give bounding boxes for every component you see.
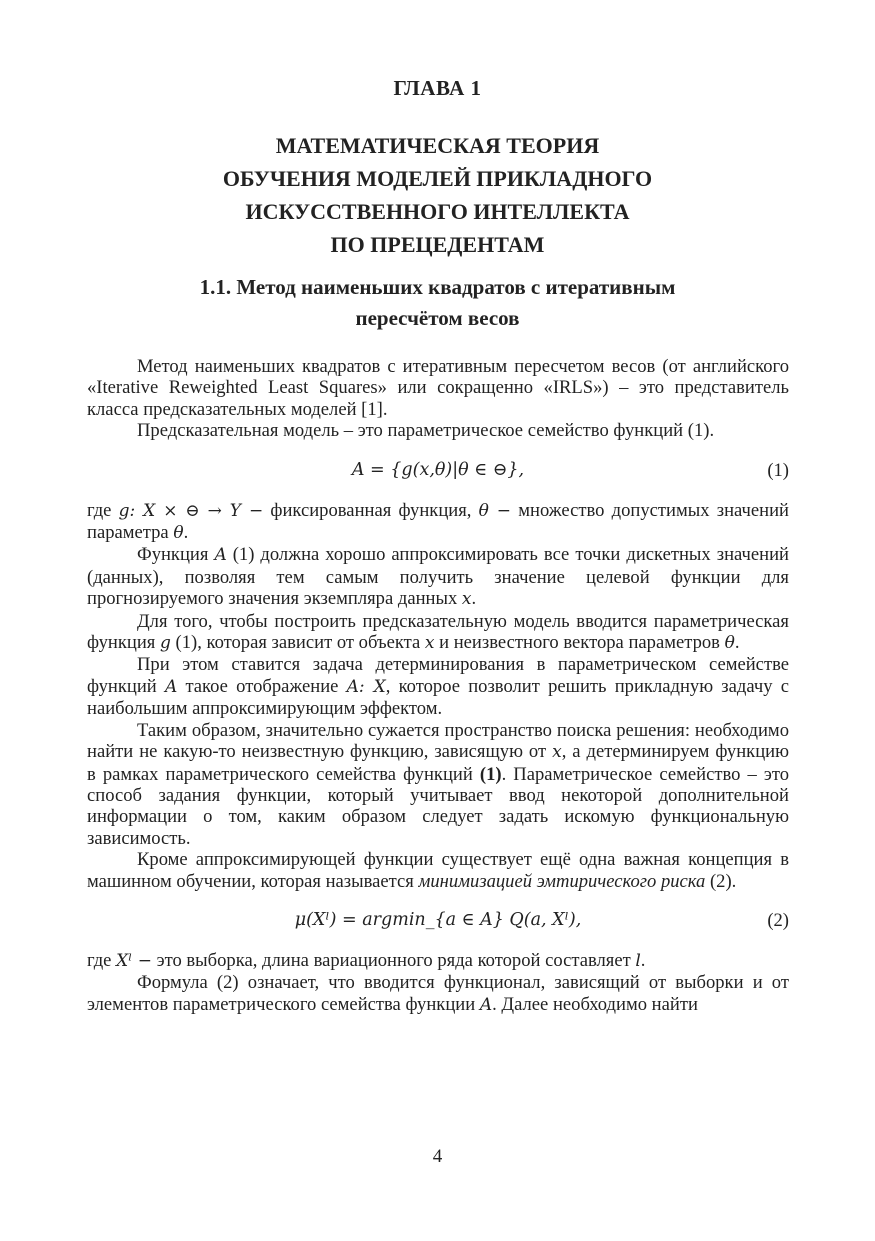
formula-1-expression: A = {g(x,θ)|θ ∈ ⊖}, (351, 459, 525, 480)
section-line: пересчётом весов (355, 306, 520, 330)
paragraph-9: где Xˡ − это выборка, длина вариационного ряда которой составляет l. (87, 949, 646, 971)
paragraph-2: Предсказательная модель – это параметрическое семейство функций (1). (137, 420, 715, 442)
title-line: МАТЕМАТИЧЕСКАЯ ТЕОРИЯ (275, 133, 600, 158)
formula-1-number: (1) (767, 459, 789, 481)
page-number: 4 (432, 1146, 443, 1167)
body-text (87, 356, 789, 1016)
paragraph-1: Метод наименьших квадратов с итеративным пересчетом весов (от английского «Iterative Reweighted Least Squares» или сокращенно «IRLS») – это представитель класса предсказательных моделей [1]. (87, 356, 789, 420)
chapter-title (0, 129, 875, 261)
paragraph-8: Кроме аппроксимирующей функции существует ещё одна важная концепция в машинном обучении, которая называется минимизацией эмтирического риска (2). (87, 849, 789, 892)
formula-2-expression: μ(Xˡ) = argmin_{a ∈ A} Q(a, Xˡ), (294, 909, 582, 930)
title-line: ПО ПРЕЦЕДЕНТАМ (330, 232, 545, 257)
paragraph-5: Для того, чтобы построить предсказательную модель вводится параметрическая функция g (1), которая зависит от объекта x и неизвестного вектора параметров θ. (87, 610, 789, 654)
paragraph-3: где g: X × ⊖ → Y − фиксированная функция, θ − множество допустимых значений параметра θ. (87, 499, 789, 544)
title-line: ИСКУССТВЕННОГО ИНТЕЛЛЕКТА (245, 199, 630, 224)
section-line: 1.1. Метод наименьших квадратов с итеративным (199, 275, 676, 299)
paragraph-7: Таким образом, значительно сужается пространство поиска решения: необходимо найти не какую-то неизвестную функцию, зависящую от x, а детерминируем функцию в рамках параметрического семейства функций (1). Параметрическое семейство – это способ задания функции, который учитывает ввод некоторой дополнительной информации о том, каким образом следует задать искомую функциональную зависимость. (87, 719, 790, 849)
paragraph-4: Функция A (1) должна хорошо аппроксимировать все точки дискетных значений (данных), позволяя тем самым получить значение целевой функции для прогнозируемого значения экземпляра данных x. (87, 544, 789, 610)
formula-2 (87, 900, 789, 944)
title-line: ОБУЧЕНИЯ МОДЕЛЕЙ ПРИКЛАДНОГО (222, 166, 653, 191)
formula-2-number: (2) (767, 909, 789, 931)
formula-1 (87, 450, 789, 494)
section-heading (0, 272, 875, 334)
paragraph-10: Формула (2) означает, что вводится функционал, зависящий от выборки и от элементов параметрического семейства функции A. Далее необходимо найти (87, 972, 789, 1015)
chapter-heading: ГЛАВА 1 (393, 76, 482, 100)
paragraph-6: При этом ставится задача детерминирования в параметрическом семействе функций A такое отображение A: X, которое позволит решить прикладную задачу с наибольшим аппроксимирующим эффектом. (87, 654, 789, 720)
